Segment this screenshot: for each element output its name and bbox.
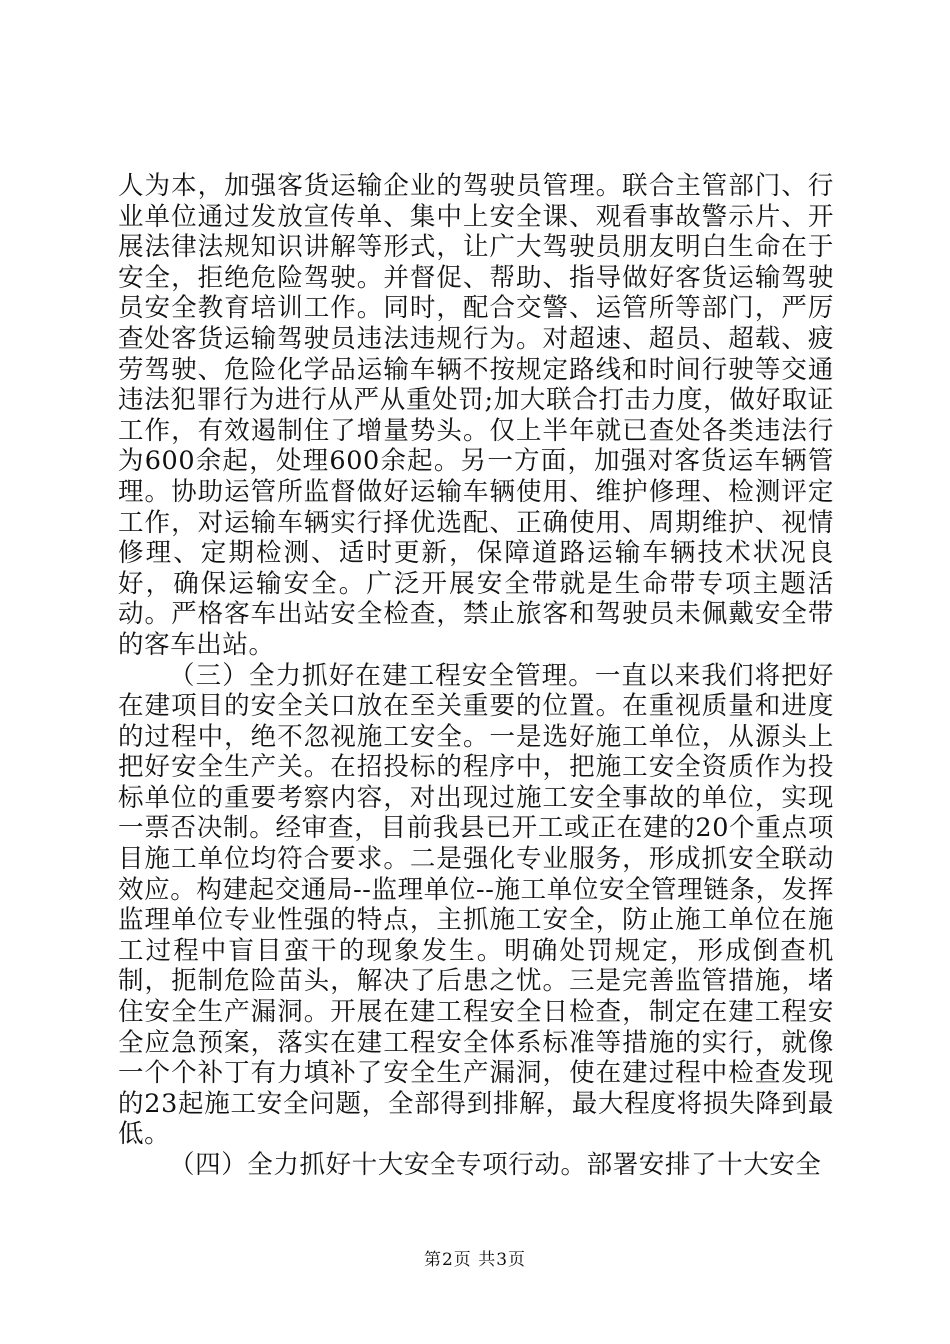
document-body: [118, 171, 834, 1181]
page-footer: 第2页 共3页: [423, 1250, 527, 1270]
paragraph-construction-safety: （三）全力抓好在建工程安全管理。一直以来我们将把好在建项目的安全关口放在至关重要的位置。在重视质量和进度的过程中，绝不忽视施工安全。一是选好施工单位，从源头上把好安全生产关。在招投标的程序中，把施工安全资质作为投标单位的重要考察内容，对出现过施工安全事故的单位，实现一票否决制。经审查，目前我县已开工或正在建的20个重点项目施工单位均符合要求。二是强化专业服务，形成抓安全联动效应。构建起交通局--监理单位--施工单位安全管理链条，发挥监理单位专业性强的特点，主抓施工安全，防止施工单位在施工过程中盲目蛮干的现象发生。明确处罚规定，形成倒查机制，扼制危险苗头，解决了后患之忧。三是完善监管措施，堵住安全生产漏洞。开展在建工程安全日检查，制定在建工程安全应急预案，落实在建工程安全体系标准等措施的实行，就像一个个补丁有力填补了安全生产漏洞，使在建过程中检查发现的23起施工安全问题，全部得到排解，最大程度将损失降到最低。: [118, 660, 834, 1150]
paragraph-ten-special-actions: （四）全力抓好十大安全专项行动。部署安排了十大安全: [169, 1150, 822, 1180]
paragraph-driver-management: 人为本，加强客货运输企业的驾驶员管理。联合主管部门、行业单位通过发放宣传单、集中上安全课、观看事故警示片、开展法律法规知识讲解等形式，让广大驾驶员朋友明白生命在于安全，拒绝危险驾驶。并督促、帮助、指导做好客货运输驾驶员安全教育培训工作。同时，配合交警、运管所等部门，严厉查处客货运输驾驶员违法违规行为。对超速、超员、超载、疲劳驾驶、危险化学品运输车辆不按规定路线和时间行驶等交通违法犯罪行为进行从严从重处罚;加大联合打击力度，做好取证工作，有效遏制住了增量势头。仅上半年就已查处各类违法行为600余起，处理600余起。另一方面，加强对客货运车辆管理。协助运管所监督做好运输车辆使用、维护修理、检测评定工作，对运输车辆实行择优选配、正确使用、周期维护、视情修理、定期检测、适时更新，保障道路运输车辆技术状况良好，确保运输安全。广泛开展安全带就是生命带专项主题活动。严格客车出站安全检查，禁止旅客和驾驶员未佩戴安全带的客车出站。: [118, 171, 834, 660]
